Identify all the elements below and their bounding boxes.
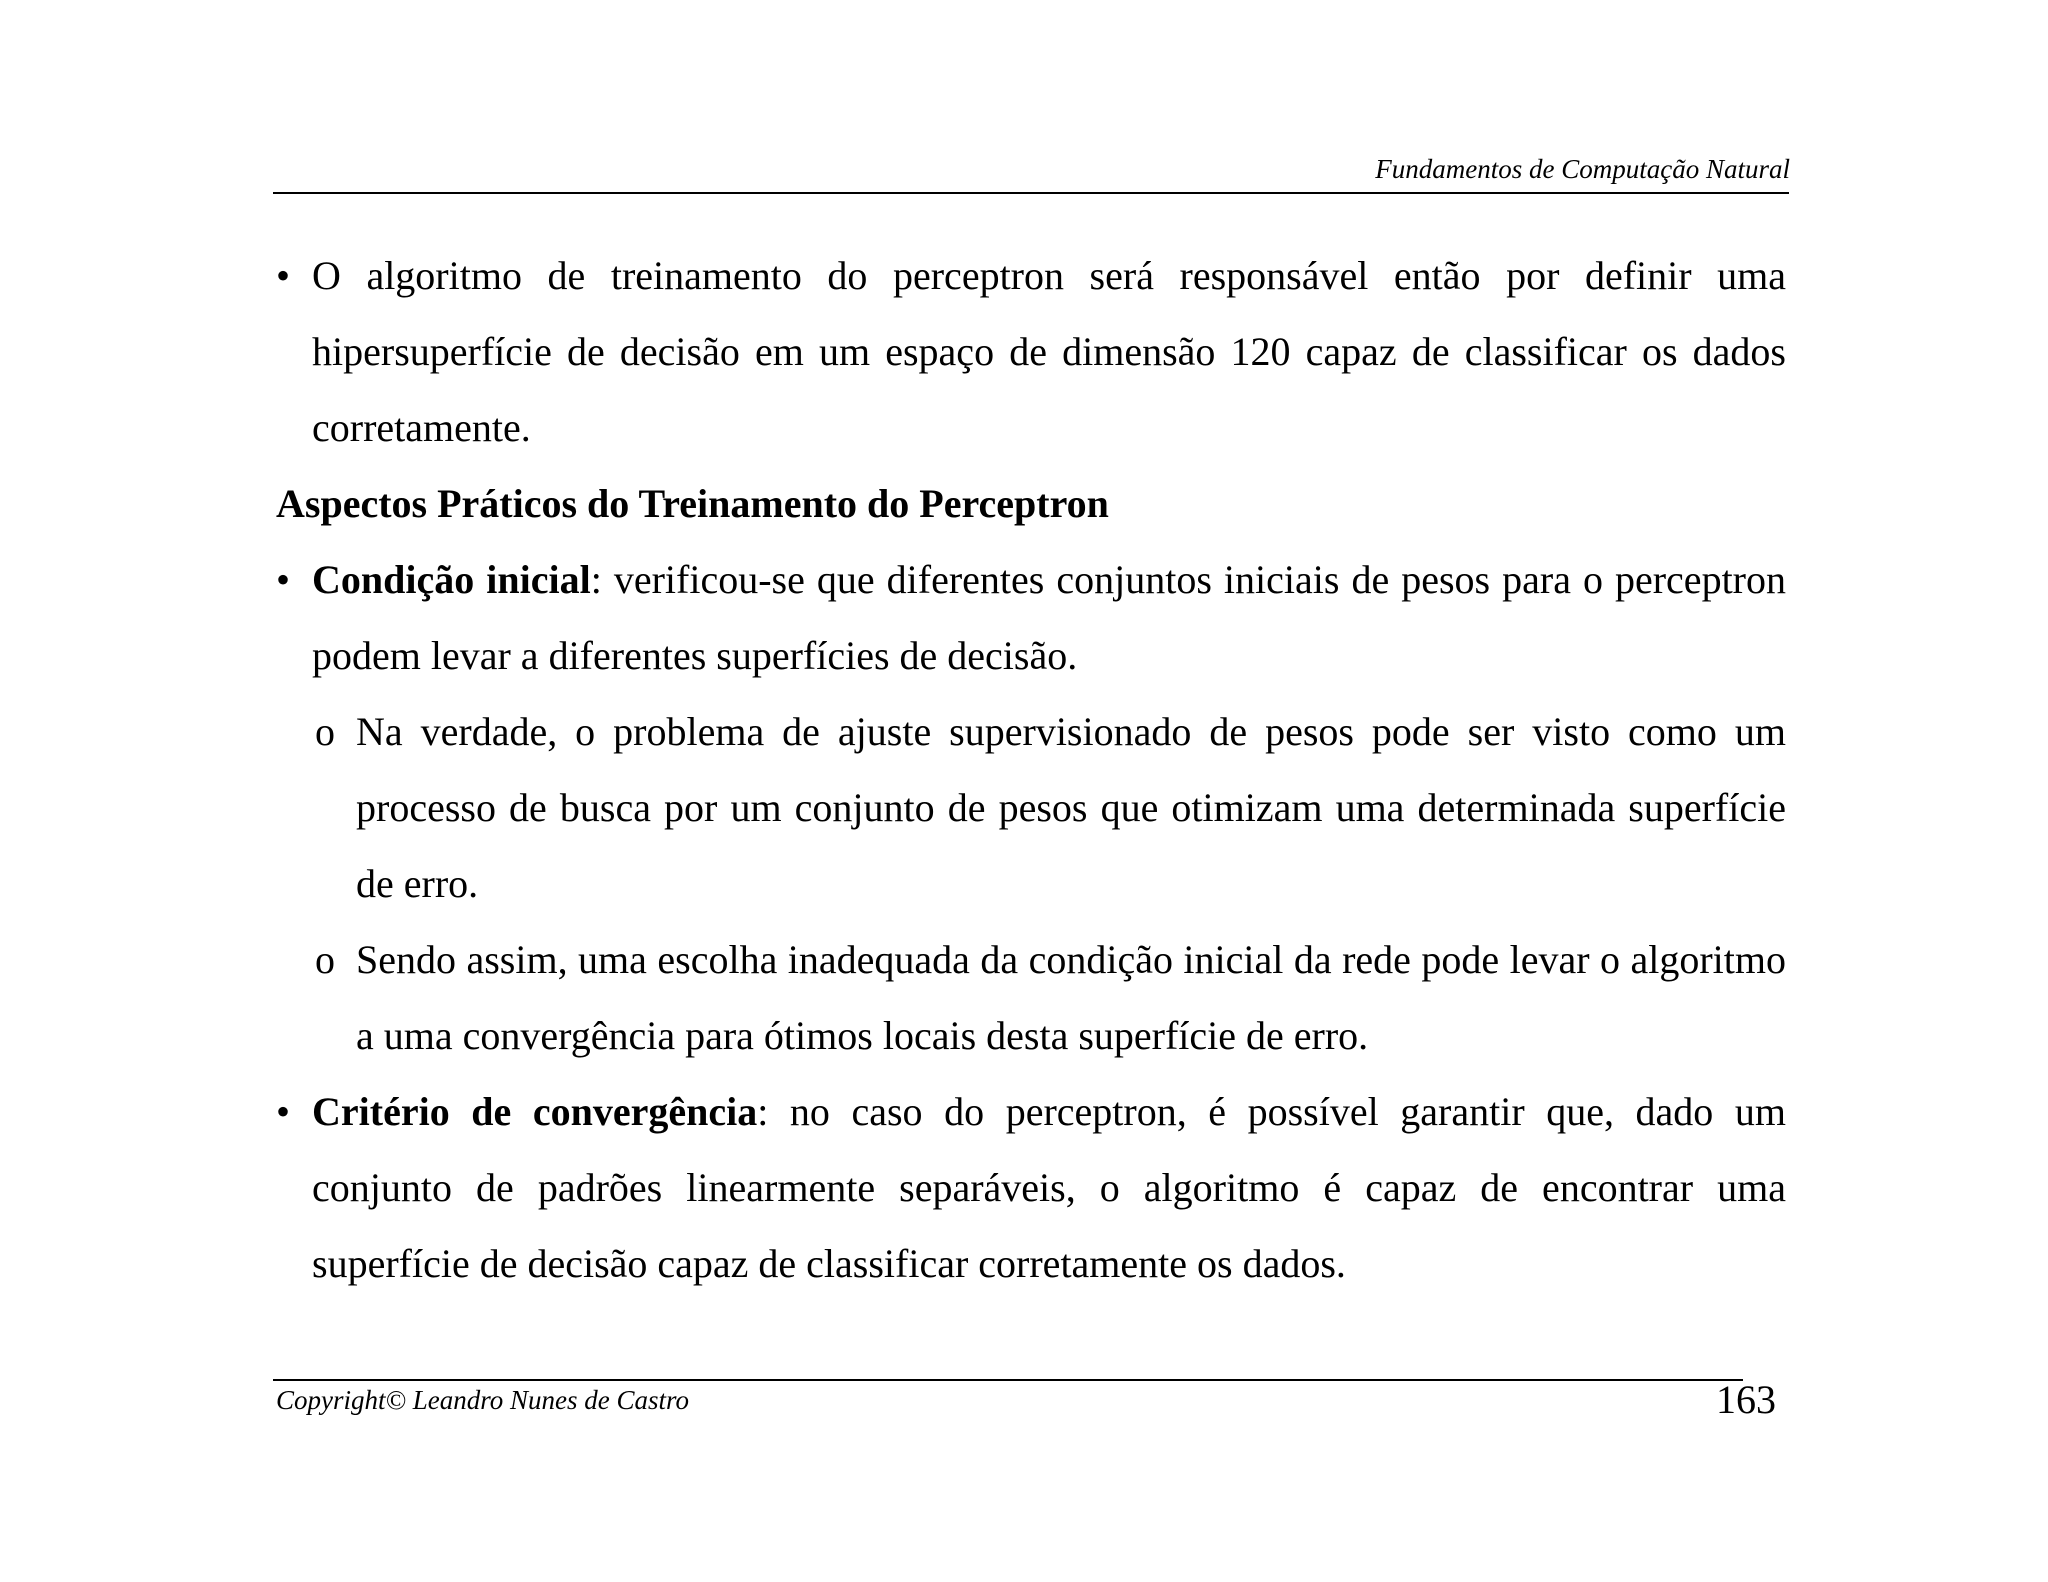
bullet-marker: • (276, 253, 291, 298)
term-initial-condition: Condição inicial (312, 557, 591, 602)
section-heading: Aspectos Práticos do Treinamento do Perceptron (276, 481, 1109, 526)
paragraph-text: : verificou-se que diferentes conjuntos iniciais de pesos para o perceptron podem levar a diferentes superfícies de decisão. (312, 557, 1786, 678)
paragraph-text: Sendo assim, uma escolha inadequada da condição inicial da rede pode levar o algoritmo a uma convergência para ótimos locais desta superfície de erro. (356, 937, 1786, 1058)
bullet-paragraph-training-algorithm (276, 238, 1786, 466)
sub-bullet-marker: o (315, 937, 335, 982)
page-number: 163 (1716, 1377, 1776, 1422)
footer-divider (273, 1379, 1743, 1381)
page-body (276, 238, 1786, 1302)
footer-copyright: Copyright© Leandro Nunes de Castro (276, 1385, 690, 1415)
paragraph-text: Na verdade, o problema de ajuste supervisionado de pesos pode ser visto como um processo de busca por um conjunto de pesos que otimizam uma determinada superfície de erro. (356, 709, 1786, 906)
sub-bullet-search-process (276, 694, 1786, 922)
sub-bullet-marker: o (315, 709, 335, 754)
bullet-paragraph-convergence-criterion (276, 1074, 1786, 1302)
header-divider (273, 192, 1789, 194)
sub-bullet-local-optima (276, 922, 1786, 1074)
bullet-paragraph-initial-condition (276, 542, 1786, 694)
bullet-marker: • (276, 1089, 291, 1134)
term-convergence-criterion: Critério de convergência (312, 1089, 758, 1134)
paragraph-text: O algoritmo de treinamento do perceptron será responsável então por definir uma hipersuperfície de decisão em um espaço de dimensão 120 capaz de classificar os dados corretamente. (312, 253, 1786, 450)
running-header: Fundamentos de Computação Natural (1375, 154, 1790, 184)
paragraph-text: : no caso do perceptron, é possível garantir que, dado um conjunto de padrões linearmente separáveis, o algoritmo é capaz de encontrar uma superfície de decisão capaz de classificar corretamente os dados. (312, 1089, 1786, 1286)
bullet-marker: • (276, 557, 291, 602)
